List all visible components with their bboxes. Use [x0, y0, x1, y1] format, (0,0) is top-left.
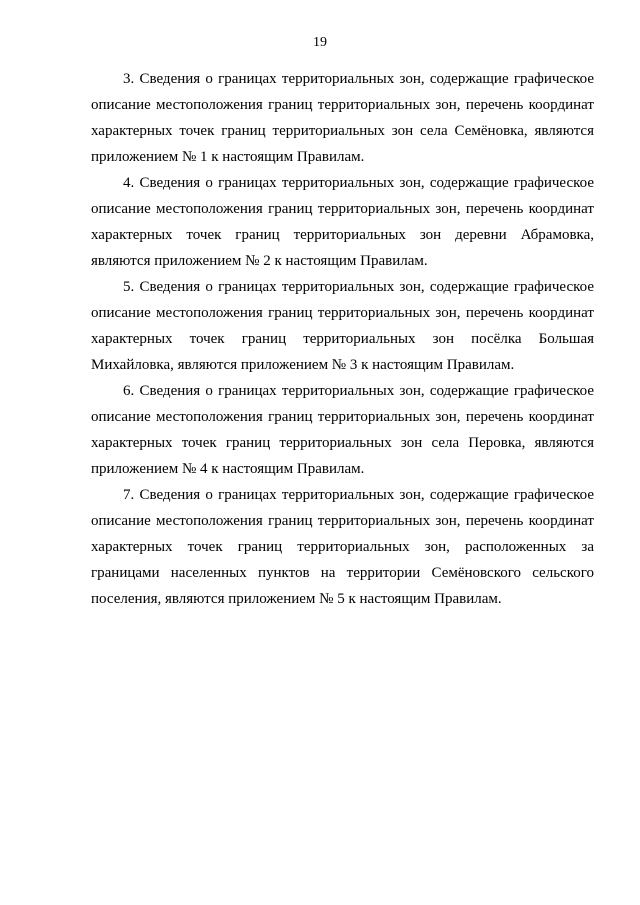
paragraph-item-7: 7. Сведения о границах территориальных зон, содержащие графическое описание местоположения границ территориальных зон, перечень координат характерных точек границ территориальных зон, расположенных за границами населенных пунктов на территории Семёновского сельского поселения, являются приложением № 5 к настоящим Правилам. — [91, 487, 594, 607]
paragraph-item-4: 4. Сведения о границах территориальных зон, содержащие графическое описание местоположения границ территориальных зон, перечень координат характерных точек границ территориальных зон деревни Абрамовка, являются приложением № 2 к настоящим Правилам. — [91, 175, 594, 269]
page-number: 19 — [313, 35, 327, 50]
document-body — [91, 66, 594, 612]
paragraph-item-5: 5. Сведения о границах территориальных зон, содержащие графическое описание местоположения границ территориальных зон, перечень координат характерных точек границ территориальных зон посёлка Большая Михайловка, являются приложением № 3 к настоящим Правилам. — [91, 279, 594, 373]
paragraph-item-3: 3. Сведения о границах территориальных зон, содержащие графическое описание местоположения границ территориальных зон, перечень координат характерных точек границ территориальных зон села Семёновка, являются приложением № 1 к настоящим Правилам. — [91, 71, 594, 165]
paragraph-item-6: 6. Сведения о границах территориальных зон, содержащие графическое описание местоположения границ территориальных зон, перечень координат характерных точек границ территориальных зон села Перовка, являются приложением № 4 к настоящим Правилам. — [91, 383, 594, 477]
